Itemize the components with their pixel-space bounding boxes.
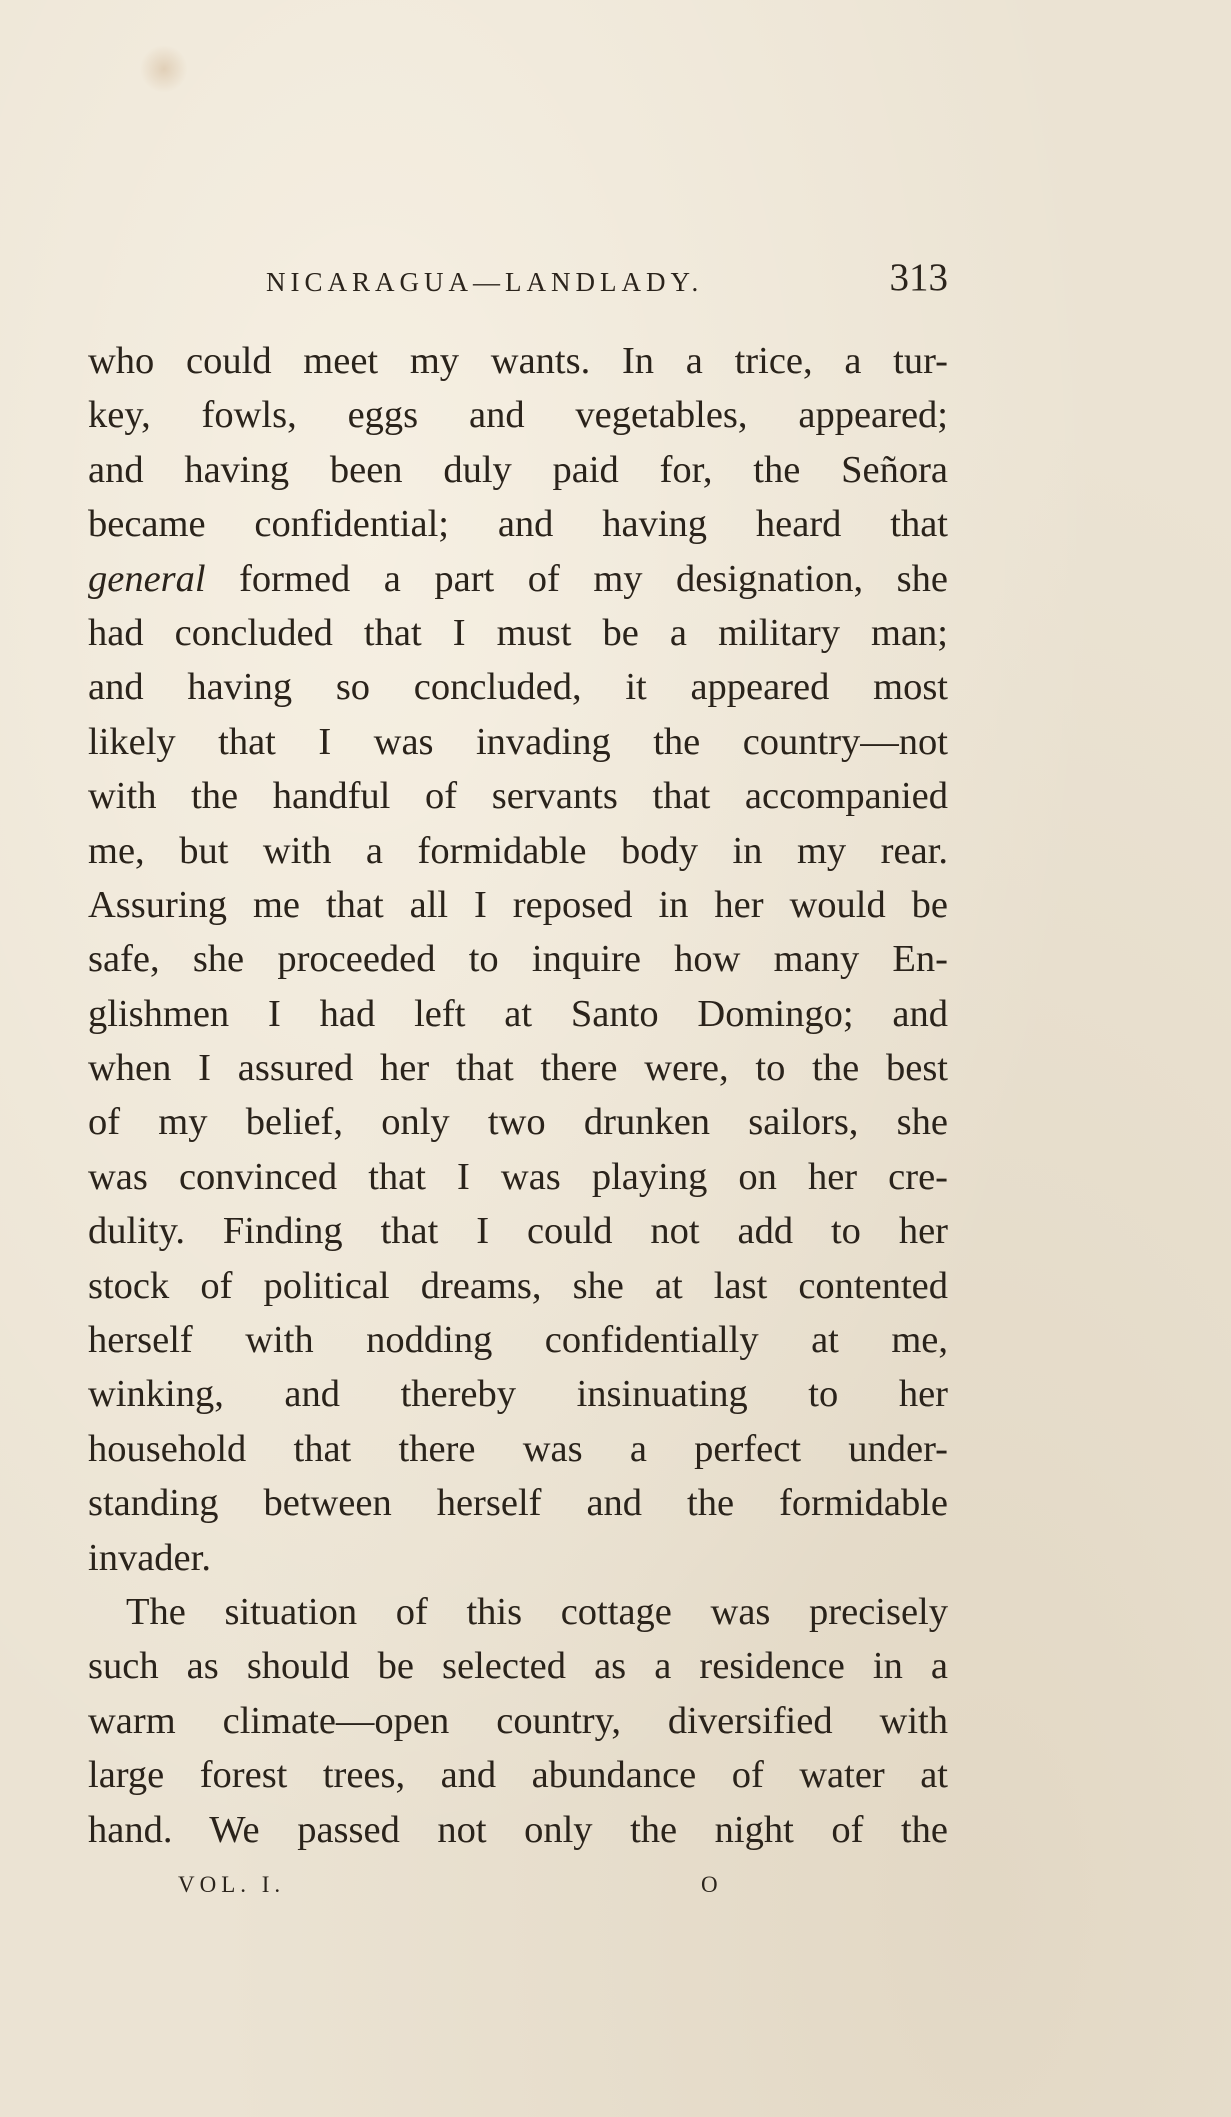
text-line: glishmen I had left at Santo Domingo; and (88, 992, 948, 1035)
text-line: stock of political dreams, she at last contented (88, 1264, 948, 1307)
text-line: of my belief, only two drunken sailors, she (88, 1101, 948, 1144)
text-line: who could meet my wants. In a trice, a tur- (88, 340, 948, 382)
volume-label: VOL. I. (178, 1872, 286, 1897)
text-line: herself with nodding confidentially at me, (88, 1319, 948, 1362)
text-line-rest: formed a part of my designation, she (205, 557, 948, 600)
text-line: The situation of this cottage was precisely (126, 1590, 948, 1633)
text-line: Assuring me that all I reposed in her would be (88, 883, 948, 926)
body-text (88, 334, 948, 1857)
text-line: standing between herself and the formidable (88, 1482, 948, 1525)
text-line: winking, and thereby insinuating to her (88, 1373, 948, 1416)
italic-word: general (88, 557, 206, 600)
text-line: with the handful of servants that accompanied (88, 775, 948, 818)
text-line: dulity. Finding that I could not add to her (88, 1210, 948, 1253)
text-line: household that there was a perfect under- (88, 1427, 948, 1470)
paper-stain (140, 45, 188, 93)
text-line: was convinced that I was playing on her cre- (88, 1155, 948, 1198)
signature-mark: O (701, 1872, 720, 1897)
text-line: safe, she proceeded to inquire how many En- (88, 938, 948, 981)
running-head (88, 255, 948, 315)
page-footer (178, 1872, 878, 1912)
text-line: me, but with a formidable body in my rear. (88, 829, 948, 872)
text-line: likely that I was invading the country—not (88, 720, 948, 763)
text-line: and having been duly paid for, the Señora (88, 448, 948, 491)
text-line: invader. (88, 1536, 211, 1579)
text-line: had concluded that I must be a military man; (88, 611, 948, 654)
text-line: when I assured her that there were, to the best (88, 1047, 948, 1090)
text-line: became confidential; and having heard that (88, 503, 948, 546)
text-line: hand. We passed not only the night of the (88, 1808, 948, 1851)
text-line (88, 552, 948, 606)
text-line: and having so concluded, it appeared most (88, 666, 948, 709)
text-line: such as should be selected as a residence in a (88, 1645, 948, 1688)
text-line: key, fowls, eggs and vegetables, appeared; (88, 394, 948, 437)
text-line: large forest trees, and abundance of water at (88, 1754, 948, 1797)
text-line: warm climate—open country, diversified with (88, 1699, 948, 1742)
running-title: NICARAGUA—LANDLADY. (266, 267, 704, 297)
page-number: 313 (889, 256, 948, 299)
